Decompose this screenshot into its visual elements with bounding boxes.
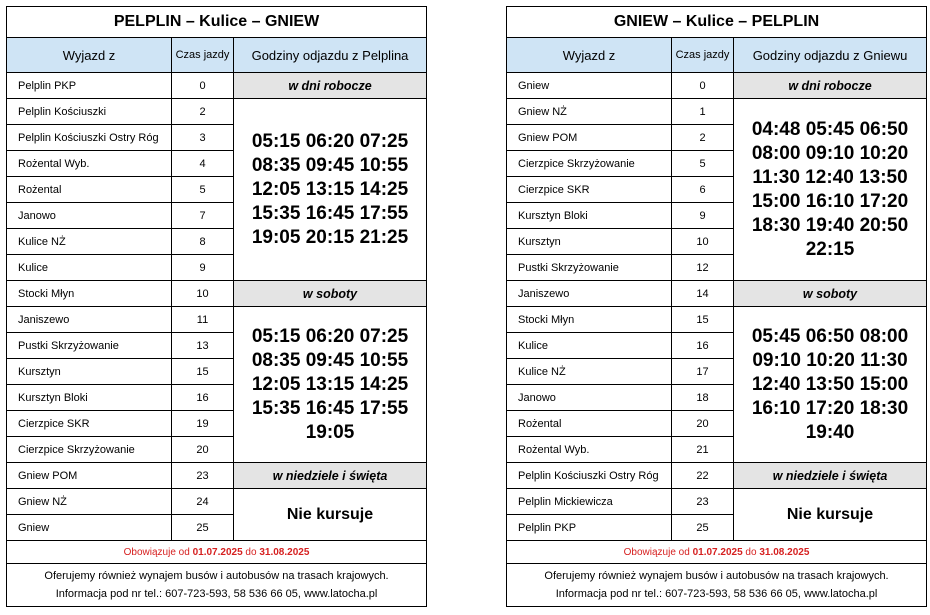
stop-name: Cierzpice SKR [7, 411, 172, 437]
departure-line: 12:40 13:50 15:00 [751, 373, 909, 395]
stop-row [7, 99, 427, 125]
stop-name: Cierzpice SKR [507, 177, 672, 203]
stop-name: Pustki Skrzyżowanie [7, 333, 172, 359]
departure-line: 08:35 09:45 10:55 [251, 154, 409, 176]
stop-name: Rożental [7, 177, 172, 203]
travel-time: 23 [672, 489, 734, 515]
sunday-label: w niedziele i święta [734, 463, 927, 489]
saturday-label: w soboty [734, 281, 927, 307]
stop-name: Janowo [507, 385, 672, 411]
travel-time: 0 [672, 73, 734, 99]
departure-line: 05:15 06:20 07:25 [251, 130, 409, 152]
stop-name: Gniew [507, 73, 672, 99]
departure-line: 09:10 10:20 11:30 [752, 349, 908, 371]
weekdays-label: w dni robocze [734, 73, 927, 99]
sunday-text: Nie kursuje [734, 489, 927, 541]
info-note [7, 564, 427, 607]
travel-time: 25 [172, 515, 234, 541]
stop-name: Kulice [507, 333, 672, 359]
saturday-times [734, 307, 927, 463]
travel-time: 21 [672, 437, 734, 463]
departure-line: 08:35 09:45 10:55 [251, 349, 409, 371]
travel-time: 3 [172, 125, 234, 151]
stop-name: Gniew POM [507, 125, 672, 151]
stop-row [7, 463, 427, 489]
travel-time: 5 [172, 177, 234, 203]
travel-time: 16 [672, 333, 734, 359]
validity-from: 01.07.2025 [192, 546, 243, 558]
travel-time: 24 [172, 489, 234, 515]
stop-name: Gniew POM [7, 463, 172, 489]
info-line-2: Informacja pod nr tel.: 607-723-593, 58 536 66 05, www.latocha.pl [55, 588, 378, 600]
stop-name: Kulice [7, 255, 172, 281]
travel-time: 0 [172, 73, 234, 99]
travel-time: 5 [672, 151, 734, 177]
travel-time: 1 [672, 99, 734, 125]
travel-time: 20 [172, 437, 234, 463]
stop-name: Cierzpice Skrzyżowanie [7, 437, 172, 463]
travel-time: 10 [172, 281, 234, 307]
travel-time: 20 [672, 411, 734, 437]
departure-line: 18:30 19:40 20:50 [751, 214, 909, 236]
header-stop: Wyjazd z [7, 38, 172, 73]
departure-line: 12:05 13:15 14:25 [251, 373, 409, 395]
stop-row [7, 281, 427, 307]
travel-time: 23 [172, 463, 234, 489]
travel-time: 19 [172, 411, 234, 437]
travel-time: 2 [672, 125, 734, 151]
stop-name: Pustki Skrzyżowanie [507, 255, 672, 281]
validity-prefix: Obowiązuje od [623, 546, 690, 558]
travel-time: 9 [672, 203, 734, 229]
travel-time: 7 [172, 203, 234, 229]
info-line-1: Oferujemy również wynajem busów i autobusów na trasach krajowych. [544, 570, 889, 582]
travel-time: 12 [672, 255, 734, 281]
timetable-title: PELPLIN – Kulice – GNIEW [7, 7, 427, 38]
validity-mid: do [245, 546, 257, 558]
travel-time: 13 [172, 333, 234, 359]
travel-time: 4 [172, 151, 234, 177]
departure-line: 15:00 16:10 17:20 [751, 190, 909, 212]
stop-name: Rożental Wyb. [507, 437, 672, 463]
departure-line: 04:48 05:45 06:50 [751, 118, 909, 140]
stop-name: Gniew NŻ [507, 99, 672, 125]
timetable-right [506, 6, 927, 607]
stop-name: Pelplin PKP [507, 515, 672, 541]
validity-from: 01.07.2025 [692, 546, 743, 558]
stop-name: Gniew NŻ [7, 489, 172, 515]
stop-row [507, 99, 927, 125]
departure-line: 19:05 20:15 21:25 [251, 226, 409, 248]
departure-line: 05:45 06:50 08:00 [751, 325, 909, 347]
stop-row [507, 307, 927, 333]
departure-line: 19:40 [805, 421, 855, 443]
stop-name: Kursztyn Bloki [507, 203, 672, 229]
travel-time: 16 [172, 385, 234, 411]
departure-line: 19:05 [305, 421, 355, 443]
travel-time: 15 [672, 307, 734, 333]
stop-name: Janiszewo [7, 307, 172, 333]
timetable-title: GNIEW – Kulice – PELPLIN [507, 7, 927, 38]
travel-time: 2 [172, 99, 234, 125]
stop-name: Kulice NŻ [507, 359, 672, 385]
info-line-1: Oferujemy również wynajem busów i autobusów na trasach krajowych. [44, 570, 389, 582]
info-line-2: Informacja pod nr tel.: 607-723-593, 58 536 66 05, www.latocha.pl [555, 588, 878, 600]
departure-line: 12:05 13:15 14:25 [251, 178, 409, 200]
timetable-left [6, 6, 427, 607]
stop-name: Kursztyn Bloki [7, 385, 172, 411]
stop-name: Pelplin Mickiewicza [507, 489, 672, 515]
stop-name: Kursztyn [507, 229, 672, 255]
travel-time: 6 [672, 177, 734, 203]
stop-name: Stocki Młyn [7, 281, 172, 307]
sunday-label: w niedziele i święta [234, 463, 427, 489]
weekdays-times [234, 99, 427, 281]
saturday-times [234, 307, 427, 463]
info-note [507, 564, 927, 607]
stop-name: Gniew [7, 515, 172, 541]
stop-name: Janowo [7, 203, 172, 229]
validity-mid: do [745, 546, 757, 558]
stop-row [507, 73, 927, 99]
departure-line: 22:15 [805, 238, 855, 260]
travel-time: 15 [172, 359, 234, 385]
validity-to: 31.08.2025 [759, 546, 810, 558]
travel-time: 18 [672, 385, 734, 411]
weekdays-times [734, 99, 927, 281]
header-duration: Czas jazdy [672, 38, 734, 73]
departure-line: 16:10 17:20 18:30 [751, 397, 909, 419]
departure-line: 15:35 16:45 17:55 [251, 397, 409, 419]
departure-line: 15:35 16:45 17:55 [251, 202, 409, 224]
header-departures: Godziny odjazdu z Pelplina [234, 38, 427, 73]
validity-note [7, 541, 427, 564]
stop-name: Pelplin Kościuszki Ostry Róg [507, 463, 672, 489]
stop-row [507, 463, 927, 489]
stop-row [507, 489, 927, 515]
stop-name: Kursztyn [7, 359, 172, 385]
validity-note [507, 541, 927, 564]
travel-time: 17 [672, 359, 734, 385]
header-stop: Wyjazd z [507, 38, 672, 73]
stop-name: Kulice NŻ [7, 229, 172, 255]
validity-prefix: Obowiązuje od [123, 546, 190, 558]
departure-line: 05:15 06:20 07:25 [251, 325, 409, 347]
header-duration: Czas jazdy [172, 38, 234, 73]
travel-time: 22 [672, 463, 734, 489]
stop-row [7, 489, 427, 515]
travel-time: 8 [172, 229, 234, 255]
stop-name: Pelplin Kościuszki Ostry Róg [7, 125, 172, 151]
travel-time: 14 [672, 281, 734, 307]
travel-time: 9 [172, 255, 234, 281]
stop-row [7, 73, 427, 99]
departure-line: 11:30 12:40 13:50 [752, 166, 908, 188]
departure-line: 08:00 09:10 10:20 [751, 142, 909, 164]
validity-to: 31.08.2025 [259, 546, 310, 558]
header-departures: Godziny odjazdu z Gniewu [734, 38, 927, 73]
stop-name: Rożental [507, 411, 672, 437]
stop-row [7, 307, 427, 333]
stop-name: Stocki Młyn [507, 307, 672, 333]
stop-name: Cierzpice Skrzyżowanie [507, 151, 672, 177]
travel-time: 10 [672, 229, 734, 255]
saturday-label: w soboty [234, 281, 427, 307]
weekdays-label: w dni robocze [234, 73, 427, 99]
stop-name: Pelplin Kościuszki [7, 99, 172, 125]
sunday-text: Nie kursuje [234, 489, 427, 541]
travel-time: 25 [672, 515, 734, 541]
stop-row [507, 281, 927, 307]
travel-time: 11 [172, 307, 234, 333]
stop-name: Janiszewo [507, 281, 672, 307]
stop-name: Pelplin PKP [7, 73, 172, 99]
stop-name: Rożental Wyb. [7, 151, 172, 177]
